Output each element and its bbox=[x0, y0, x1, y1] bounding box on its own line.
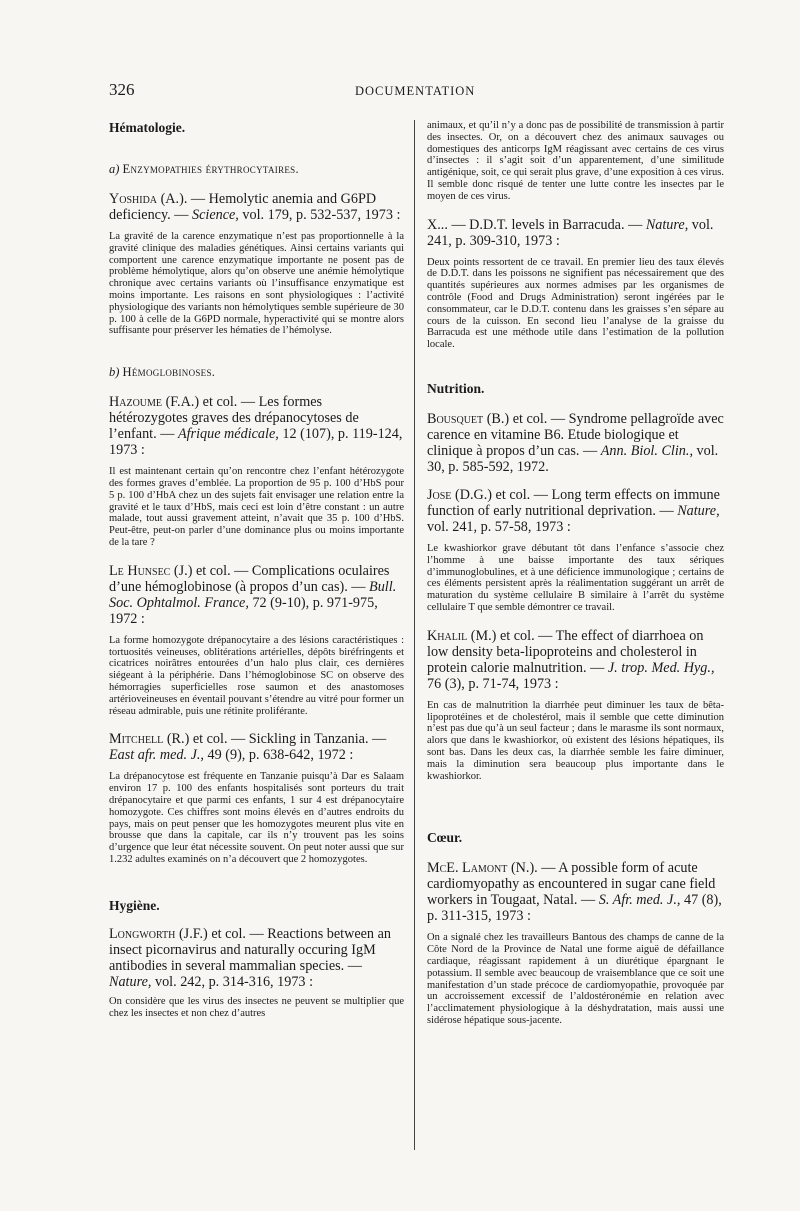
reference-abstract: En cas de malnutrition la diarrhée peut diminuer les taux de bêta-lipoprotéines et de cholestérol, mais il semble que cette diminution n’est pas due qu’à un seul facteur ; dans le marasme ils sont normaux, alors que dans le kwashiorkor, où existent des lésions hépatiques, ils sont bas. Dans les deux cas, la diarrhée semble les faire diminuer, mais la diminution sera beaucoup plus importante dans le kwashiorkor. bbox=[427, 699, 724, 782]
reference-journal: J. trop. Med. Hyg., bbox=[607, 659, 715, 676]
reference-journal: Nature, bbox=[109, 973, 152, 990]
reference-journal: Science, bbox=[191, 207, 239, 223]
reference-citation: Bousquet (B.) et col. — Syndrome pellagroïde avec carence en vitamine B6. Etude biologique et clinique à propos d’un cas. — Ann. Biol. Clin., vol. 30, p. 585-592, 1972. bbox=[427, 410, 724, 475]
reference-citation: Le Hunsec (J.) et col. — Complications oculaires d’une hémoglobinose (à propos d’un cas). — Bull. Soc. Ophtalmol. France, 72 (9-10), p. 971-975, 1972 : bbox=[109, 562, 397, 627]
right-column bbox=[427, 120, 724, 1027]
reference-author: X... bbox=[427, 216, 448, 233]
reference-author: Hazoume bbox=[109, 394, 163, 411]
reference-journal: East afr. med. J., bbox=[109, 747, 204, 764]
reference-citation: Jose (D.G.) et col. — Long term effects on immune function of early nutritional deprivation. — Nature, vol. 241, p. 57-58, 1973 : bbox=[427, 486, 720, 535]
reference-author: McE. Lamont bbox=[427, 860, 508, 877]
reference-abstract: Le kwashiorkor grave débutant tôt dans l’enfance s’associe chez l’homme à une baisse importante des taux sériques d’immunoglobulines, et à une déficience immunologique ; certains de ces éléments persistent après la réalimentation suggérant un arrêt de maturation du système cellulaire B similaire à l’arrêt du système cellulaire T que semble démontrer ce travail. bbox=[427, 542, 724, 613]
reference-citation: Hazoume (F.A.) et col. — Les formes hétérozygotes graves des drépanocytoses de l’enfant. — Afrique médicale, 12 (107), p. 119-124, 1973 : bbox=[109, 394, 403, 459]
reference-abstract: Deux points ressortent de ce travail. En premier lieu des taux élevés de D.D.T. dans les poissons ne signifient pas nécessairement que des quantités supérieures aux normes admises par les organismes de contrôle (Food and Drugs Administration) seront ingérées par le consommateur, car le D.D.T. contenu dans les graisses s’en sépare au cours de la cuisson. En second lieu l’analyse de la graisse du Barracuda est une méthode utile dans l’estimation de la pollution locale. bbox=[427, 256, 724, 351]
section-title-coeur: Cœur. bbox=[427, 830, 463, 846]
reference-author: Jose bbox=[427, 486, 452, 503]
reference-author: Longworth bbox=[109, 925, 176, 942]
section-title-nutrition: Nutrition. bbox=[427, 380, 485, 396]
reference-citation: McE. Lamont (N.). — A possible form of acute cardiomyopathy as encountered in sugar cane field workers in Tougaat, Natal. — S. Afr. med. J., 47 (8), p. 311-315, 1973 : bbox=[427, 860, 722, 925]
reference-journal: Nature, bbox=[645, 216, 689, 233]
reference-citation: Longworth (J.F.) et col. — Reactions between an insect picornavirus and naturally occuring IgM antibodies in several mammalian species. — Nature, vol. 242, p. 314-316, 1973 : bbox=[109, 925, 391, 990]
column-divider bbox=[414, 120, 415, 1150]
page-number: 326 bbox=[109, 80, 135, 99]
reference-entry bbox=[109, 563, 404, 718]
reference-journal: Afrique médicale, bbox=[177, 426, 279, 443]
reference-entry bbox=[109, 926, 404, 1020]
reference-abstract: La gravité de la carence enzymatique n’est pas proportionnelle à la gravité clinique des maladies génétiques. Ainsi certains variants qui comportent une carence enzymatique importante ne posent pas de problème hémolytique, alors qu’on observe une anémie hémolytique chronique avec certains variants où l’insuffisance enzymatique est moins importante. Les raisons en sont physiologiques : l’activité physiologique des variants non hémolytiques semble supérieure de 30 p. 100 à celle de la G6PD normale, hyperactivité qui se montre alors suffisante pour préserver les hématies de l’hémolyse. bbox=[109, 231, 404, 337]
reference-author: Yoshida bbox=[109, 191, 158, 207]
running-title: DOCUMENTATION bbox=[355, 84, 476, 98]
reference-author: Mitchell bbox=[109, 731, 164, 748]
reference-journal: Nature, bbox=[677, 502, 720, 519]
section-title-hygiene: Hygiène. bbox=[109, 897, 160, 913]
reference-abstract: La forme homozygote drépanocytaire a des lésions caractéristiques : tortuosités veineuses, oblitérations artérielles, dépôts biréfringents et cicatrices noirâtres entourées d’un halo plus clair, ces dernières siégeant à la périphérie. Dans l’hémoglobinose SC on observe des hémorragies superficielles rose saumon et des anastomoses artérioveineuses en éventail pouvant s’étendre au vitré pour former un réseau admirable, puis une rétinite proliférante. bbox=[109, 634, 404, 717]
reference-citation: X... — D.D.T. levels in Barracuda. — Nature, vol. 241, p. 309-310, 1973 : bbox=[427, 216, 714, 249]
subsection-a-title: Enzymopathies érythrocytaires. bbox=[122, 162, 299, 176]
reference-abstract: Il est maintenant certain qu’on rencontre chez l’enfant hétérozygote des formes graves d’emblée. La proportion de 95 p. 100 d’HbS pour 5 p. 100 d’HbA chez un des sujets fait envisager une relation entre la gravité et le taux d’HbS, mais ceci est loin d’être constant : un autre malade, tout aussi gravement atteint, n’avait que 35 p. 100 d’HbS. Peut-être, peut-on parler d’une dominance plus ou moins importante de la tare ? bbox=[109, 466, 404, 548]
reference-journal: Bull. Soc. Ophtalmol. France, bbox=[109, 578, 397, 611]
reference-entry bbox=[109, 394, 404, 549]
reference-entry bbox=[109, 191, 404, 337]
reference-citation: Yoshida (A.). — Hemolytic anemia and G6PD deficiency. — Science, vol. 179, p. 532-537, 1973 : bbox=[109, 191, 401, 223]
section-title-hematologie: Hématologie. bbox=[109, 120, 186, 135]
reference-entry bbox=[427, 487, 724, 614]
reference-journal: S. Afr. med. J., bbox=[598, 892, 681, 909]
subsection-a: a) Enzymopathies érythrocytaires. bbox=[109, 162, 299, 176]
reference-entry bbox=[427, 217, 724, 351]
reference-entry bbox=[109, 731, 404, 865]
subsection-b-title: Hémoglobinoses. bbox=[122, 365, 216, 380]
reference-abstract: On a signalé chez les travailleurs Bantous des champs de canne de la Côte Nord de la Province de Natal une forme aiguë de défaillance cardiaque, réagissant rapidement à un diurétique épargnant le potassium. Il semble avec beaucoup de vraisemblance que ce soit une manifestation d’un stade précoce de cardiomyopathie, provoquée par un accroissement excessif de l’aldostéronémie en relation avec l’acclimatement physiologique à la déshydratation, mais aussi une sidérose hépatique sous-jacente. bbox=[427, 932, 724, 1026]
reference-entry bbox=[427, 860, 724, 1026]
reference-journal: Ann. Biol. Clin., bbox=[600, 442, 693, 459]
reference-author: Le Hunsec bbox=[109, 562, 171, 579]
reference-citation: Khalil (M.) et col. — The effect of diarrhoea on low density beta-lipoproteins and cholesterol in protein calorie malnutrition. — J. trop. Med. Hyg., 76 (3), p. 71-74, 1973 : bbox=[427, 627, 715, 692]
reference-entry bbox=[427, 628, 724, 783]
reference-citation: Mitchell (R.) et col. — Sickling in Tanzania. — East afr. med. J., 49 (9), p. 638-642, 1972 : bbox=[109, 731, 387, 764]
abstract-continuation: animaux, et qu’il n’y a donc pas de possibilité de transmission à partir des insectes. Or, on a découvert chez des animaux sauvages ou domestiques des anticorps IgM réagissant avec certains de ces virus d’insectes : il s’agit soit d’un apparentement, d’une similitude antigénique, soit, ce qui serait plus grave, d’une exposition à ces virus. Il semble donc risqué de tenter une lutte contre les insectes par le moyen de ces virus. bbox=[427, 120, 724, 202]
left-column bbox=[109, 120, 404, 1019]
reference-abstract: La drépanocytose est fréquente en Tanzanie puisqu’à Dar es Salaam environ 17 p. 100 des enfants hospitalisés sont porteurs du trait drépanocytaire et que parmi ces enfants, 1 sur 4 est drépanocytaire homozygote. Ces chiffres sont moins élevés en d’autres endroits du pays, mais on peut penser que les homozygotes meurent plus vite en brousse que dans la capitale, car ils n’y trouvent pas les soins d’urgence que leur état nécessite souvent. On peut noter aussi que sur 1.232 adultes examinés on n’a découvert que 2 homozygotes. bbox=[109, 771, 404, 865]
subsection-b: b) Hémoglobinoses. bbox=[109, 365, 216, 380]
reference-abstract: On considère que les virus des insectes ne peuvent se multiplier que chez les insectes et non chez d’autres bbox=[109, 995, 404, 1019]
reference-entry bbox=[427, 411, 724, 475]
reference-author: Bousquet bbox=[427, 410, 484, 427]
reference-author: Khalil bbox=[427, 627, 468, 644]
